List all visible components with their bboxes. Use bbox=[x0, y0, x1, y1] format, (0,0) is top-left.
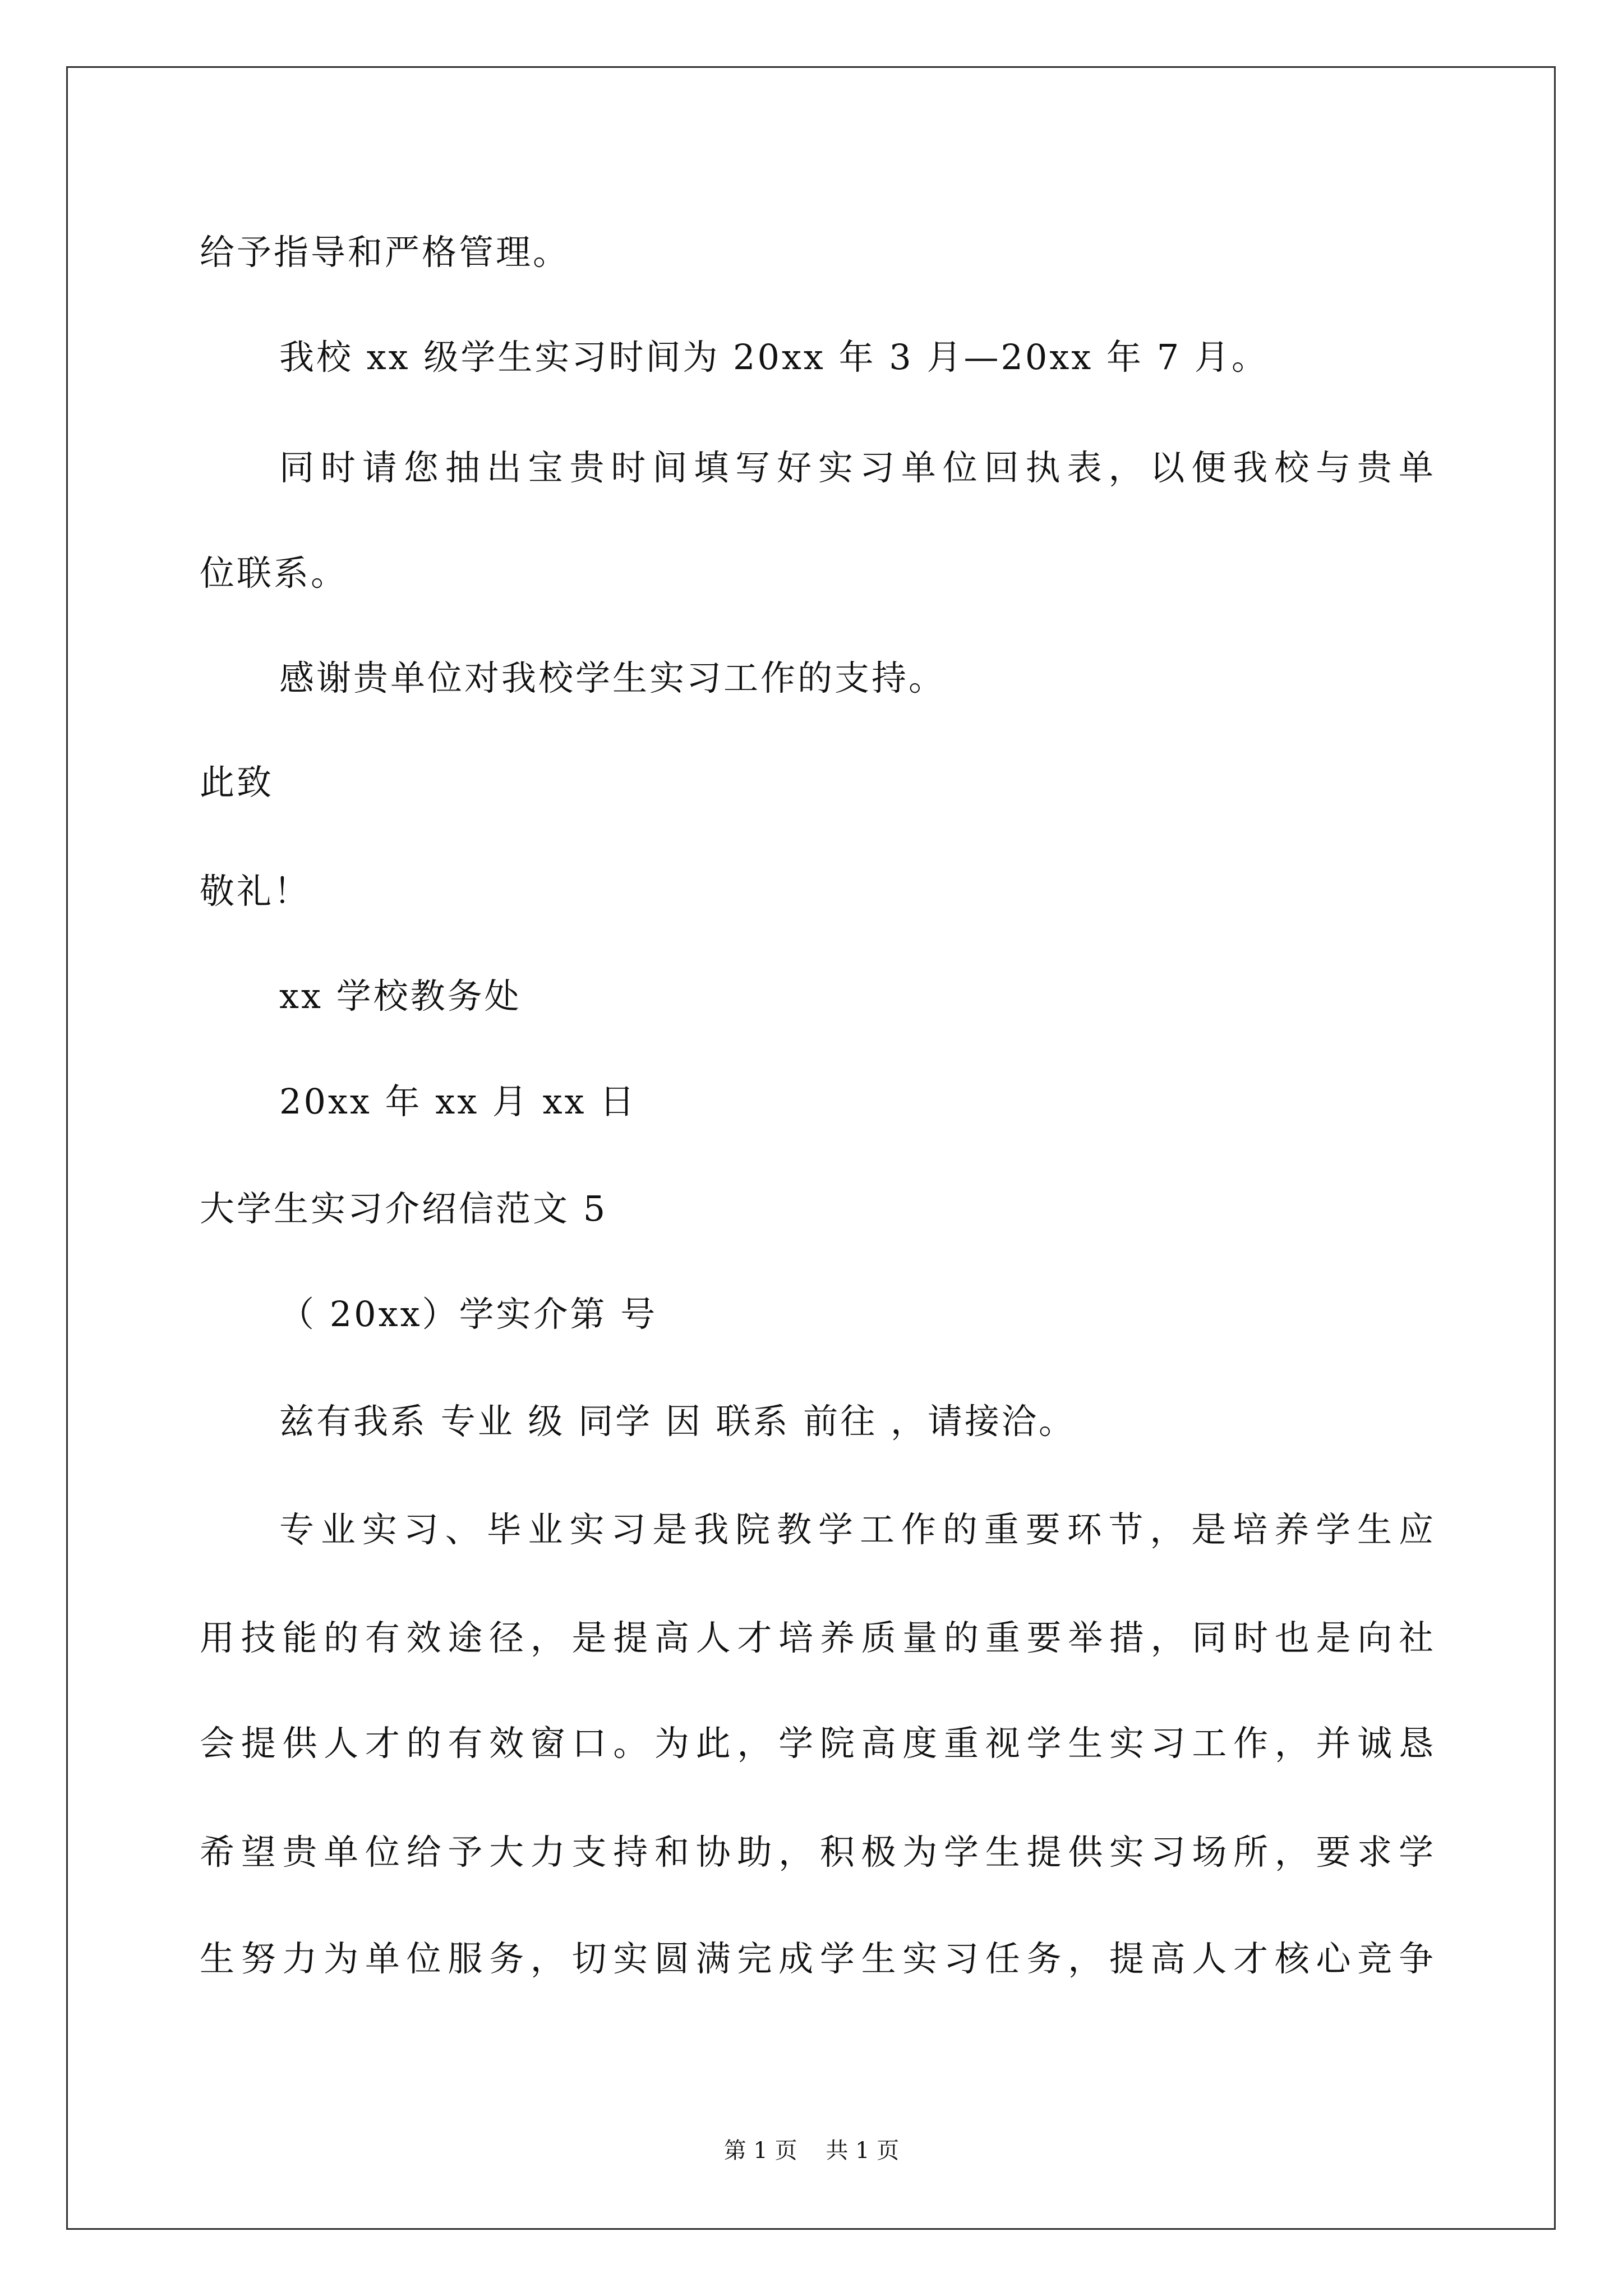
page-frame bbox=[66, 66, 1556, 2230]
section-title: 大学生实习介绍信范文 5 bbox=[200, 1188, 608, 1229]
salutation-line: 敬礼！ bbox=[200, 871, 311, 912]
text-line: 专业实习、毕业实习是我院教学工作的重要环节，是培养学生应 bbox=[279, 1509, 1433, 1550]
text-line: 感谢贵单位对我校学生实习工作的支持。 bbox=[279, 657, 946, 698]
date-line: 20xx 年 xx 月 xx 日 bbox=[279, 1081, 637, 1122]
page-footer: 第 1 页 共 1 页 bbox=[723, 2138, 900, 2164]
text-line: 用技能的有效途径，是提高人才培养质量的重要举措，同时也是向社 bbox=[200, 1617, 1433, 1658]
salutation-line: 此致 bbox=[200, 762, 274, 803]
text-line: 兹有我系 专业 级 同学 因 联系 前往 ，请接洽。 bbox=[279, 1401, 1076, 1442]
reference-number-line: （ 20xx）学实介第 号 bbox=[279, 1294, 658, 1335]
text-line: 我校 xx 级学生实习时间为 20xx 年 3 月—20xx 年 7 月。 bbox=[279, 337, 1269, 378]
text-line: 会提供人才的有效窗口。为此，学院高度重视学生实习工作，并诚恳 bbox=[200, 1723, 1433, 1764]
text-line: 希望贵单位给予大力支持和协助，积极为学生提供实习场所，要求学 bbox=[200, 1832, 1433, 1872]
text-line: 同时请您抽出宝贵时间填写好实习单位回执表，以便我校与贵单 bbox=[279, 447, 1433, 488]
text-line: 给予指导和严格管理。 bbox=[200, 232, 570, 273]
text-line: 位联系。 bbox=[200, 553, 348, 593]
signature-line: xx 学校教务处 bbox=[279, 976, 522, 1016]
text-line: 生努力为单位服务，切实圆满完成学生实习任务，提高人才核心竞争 bbox=[200, 1938, 1433, 1979]
